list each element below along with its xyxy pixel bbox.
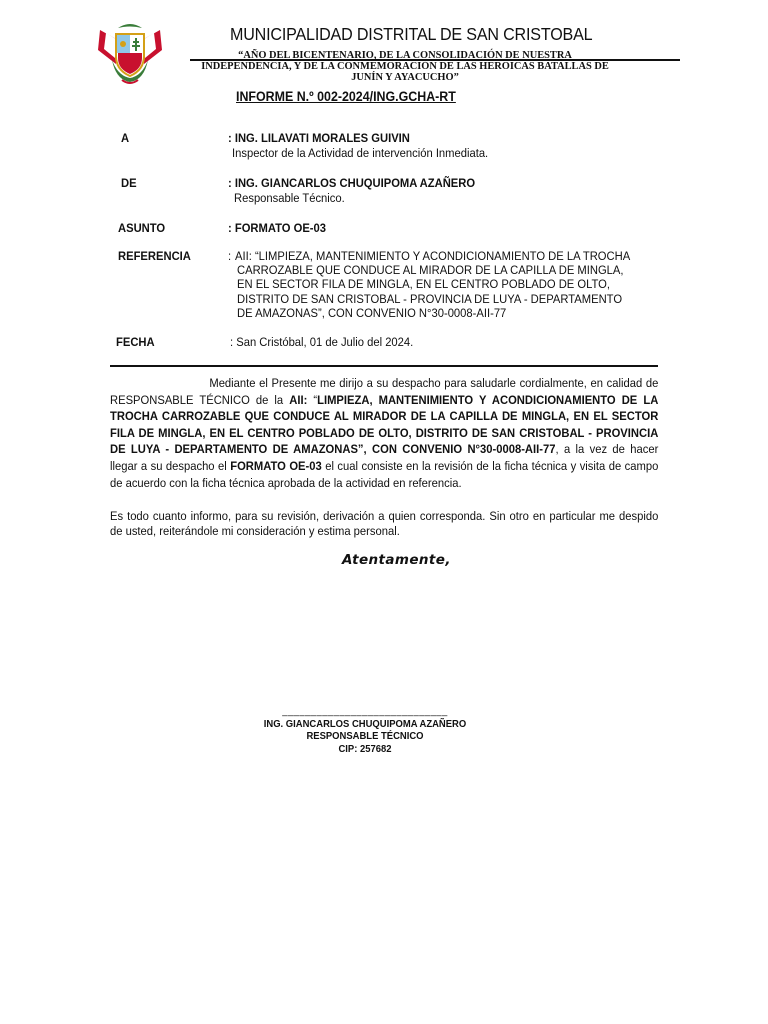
body-bold-text: AII: bbox=[289, 392, 308, 407]
closing-salutation: Atentamente, bbox=[342, 552, 451, 568]
field-label-referencia: REFERENCIA bbox=[118, 249, 191, 263]
recipient-name: : ING. LILAVATI MORALES GUIVIN bbox=[228, 131, 410, 145]
signature-role: RESPONSABLE TÉCNICO bbox=[306, 730, 424, 743]
recipient-role: Inspector de la Actividad de intervención Inmediata. bbox=[232, 146, 489, 160]
sender-name: : ING. GIANCARLOS CHUQUIPOMA AZAÑERO bbox=[228, 176, 476, 190]
year-motto-line: JUNÍN Y AYACUCHO” bbox=[351, 72, 459, 83]
body-text: , a la vez de hacer llegar a su despacho el bbox=[110, 442, 659, 473]
reference-colon: : bbox=[228, 249, 232, 263]
signature-line: _____________________________ bbox=[282, 705, 448, 717]
signature-cip: CIP: 257682 bbox=[338, 742, 392, 755]
year-motto-line: “AÑO DEL BICENTENARIO, DE LA CONSOLIDACIÓN DE NUESTRA bbox=[238, 50, 572, 61]
reference-line: AII: “LIMPIEZA, MANTENIMIENTO Y ACONDICIONAMIENTO DE LA TROCHA bbox=[235, 249, 631, 263]
signature-name: ING. GIANCARLOS CHUQUIPOMA AZAÑERO bbox=[263, 717, 467, 730]
field-label-fecha: FECHA bbox=[116, 335, 155, 349]
date-value: : San Cristóbal, 01 de Julio del 2024. bbox=[230, 335, 414, 349]
reference-line: DE AMAZONAS”, CON CONVENIO N°30-0008-AII-77 bbox=[237, 306, 507, 320]
year-motto bbox=[190, 50, 620, 83]
reference-line: EN EL SECTOR FILA DE MINGLA, EN EL CENTRO POBLADO DE OLTO, bbox=[237, 277, 611, 291]
report-title: INFORME N.º 002-2024/ING.GCHA-RT bbox=[236, 89, 456, 104]
body-text: Mediante el Presente me dirijo a su despacho para saludarle cordialmente, en calidad de RESPONSABLE TÉCNICO de la bbox=[110, 376, 659, 407]
field-label-de: DE bbox=[121, 176, 137, 190]
peru-coat-of-arms-icon bbox=[92, 20, 168, 86]
header-rule bbox=[190, 59, 680, 61]
subject-value: : FORMATO OE-03 bbox=[228, 221, 327, 235]
reference-line: DISTRITO DE SAN CRISTOBAL - PROVINCIA DE LUYA - DEPARTAMENTO bbox=[237, 292, 623, 306]
body-bold-text: FORMATO OE-03 bbox=[230, 458, 322, 473]
body-bold-text: LIMPIEZA, MANTENIMIENTO Y ACONDICIONAMIENTO DE LA TROCHA CARROZABLE QUE CONDUCE AL MIRADOR DE LA CAPILLA DE MINGLA, EN EL SECTOR FILA DE MINGLA, EN EL CENTRO POBLADO DE OLTO, DISTRITO DE SAN CRISTOBAL - PROVINCIA DE LUYA - DEPARTAMENTO DE AMAZONAS”, CON CONVENIO N°30-0008-AII-77 bbox=[110, 392, 659, 457]
body-text: “ bbox=[307, 392, 318, 407]
body-paragraph-1 bbox=[110, 375, 658, 491]
field-label-asunto: ASUNTO bbox=[118, 221, 166, 235]
year-motto-line: INDEPENDENCIA, Y DE LA CONMEMORACIÓN DE LAS HEROICAS BATALLAS DE bbox=[201, 61, 609, 72]
body-text: el cual consiste en la revisión de la ficha técnica y visita de campo de acuerdo con la ficha técnica aprobada de la actividad en referencia. bbox=[110, 458, 659, 490]
municipality-name: MUNICIPALIDAD DISTRITAL DE SAN CRISTOBAL bbox=[230, 24, 593, 44]
signature-block bbox=[245, 705, 484, 755]
body-paragraph-2: Es todo cuanto informo, para su revisión, derivación a quien corresponda. Sin otro en particular me despido de usted, reiterándole mi consideración y estima personal. bbox=[110, 509, 659, 538]
sender-role: Responsable Técnico. bbox=[234, 191, 345, 205]
reference-line: CARROZABLE QUE CONDUCE AL MIRADOR DE LA CAPILLA DE MINGLA, bbox=[237, 263, 624, 277]
section-divider bbox=[110, 365, 658, 367]
field-label-a: A bbox=[121, 131, 130, 145]
